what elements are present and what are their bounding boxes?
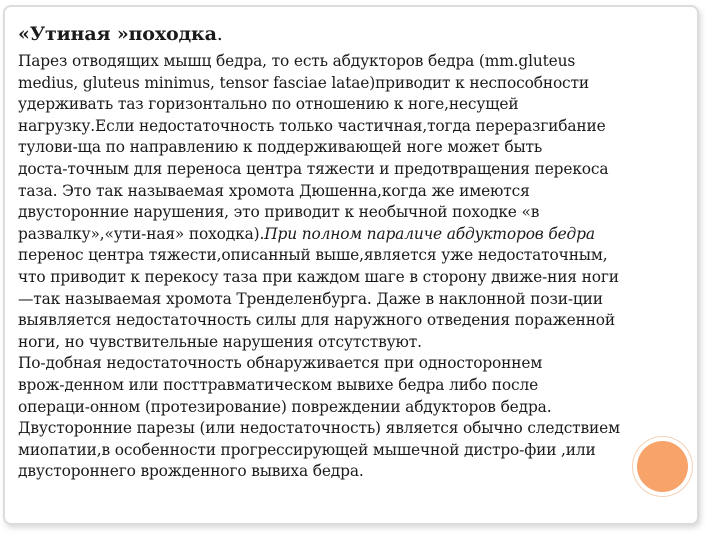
text-line: —так называемая хромота Тренделенбурга. Даже в наклонной пози-ции [18, 289, 603, 308]
text-line: тулови-ща по направлению к поддерживающей ноге может быть [18, 138, 543, 157]
text-line: доста-точным для переноса центра тяжести и предотвращения перекоса [18, 159, 609, 178]
text-line: двустороннего врожденного вывиха бедра. [18, 462, 364, 481]
text-line: двусторонние нарушения, это приводит к необычной походке «в [18, 203, 540, 222]
text-line: Парез отводящих мышц бедра, то есть абдукторов бедра (mm.gluteus [18, 52, 576, 70]
slide-title [18, 20, 680, 48]
text-line-mixed [18, 224, 680, 246]
text-line: таза. Это так называемая хромота Дюшенна,когда же имеются [18, 181, 530, 200]
text-line: врож-денном или посттравматическом вывихе бедра либо после [18, 375, 539, 394]
text-line: нагрузку.Если недостаточность только частичная,тогда переразгибание [18, 116, 606, 135]
decorative-circle-icon [637, 441, 688, 492]
text-line: операци-онном (протезирование) повреждении абдукторов бедра. [18, 397, 552, 416]
text-line: перенос центра тяжести,описанный выше,является уже недостаточным, [18, 246, 608, 265]
slide-content [18, 20, 680, 483]
slide-title-text: «Утиная »походка [18, 23, 217, 45]
text-line: ноги, но чувствительные нарушения отсутствуют. [18, 332, 422, 351]
text-line: выявляется недостаточность силы для наружного отведения пораженной [18, 311, 616, 330]
text-line: миопатии,в особенности прогрессирующей мышечной дистро-фии ,или [18, 440, 596, 459]
text-line: что приводит к перекосу таза при каждом шаге в сторону движе-ния ноги [18, 267, 619, 286]
text-line: удерживать таз горизонтально по отношению к ноге,несущей [18, 95, 519, 114]
slide-title-end: . [216, 23, 223, 45]
text-line: По-добная недостаточность обнаруживается при одностороннем [18, 354, 543, 373]
text-segment-normal: развалку»,«ути-ная» походка). [18, 224, 265, 243]
text-line: Двусторонние парезы (или недостаточность) является обычно следствием [18, 419, 620, 438]
text-segment-italic: При полном параличе абдукторов бедра [264, 224, 595, 243]
text-line: medius, gluteus minimus, tensor fasciae latae)приводит к неспособности [18, 73, 590, 92]
